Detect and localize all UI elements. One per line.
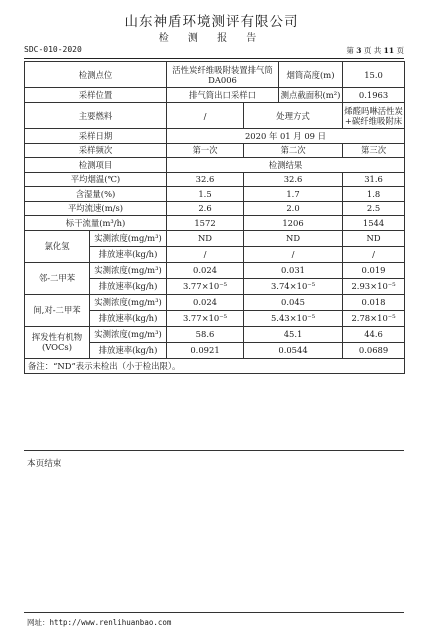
rate-label: 排放速率(kg/h) bbox=[90, 278, 167, 294]
conc-value: 0.019 bbox=[343, 262, 405, 278]
frequency-label: 采样频次 bbox=[25, 143, 167, 158]
param-label: 平均烟温(℃) bbox=[25, 172, 167, 187]
footer-website: 网址：http://www.renlihuanbao.com bbox=[27, 618, 172, 627]
company-name: 山东神盾环境测评有限公司 bbox=[124, 14, 299, 30]
rate-value: 5.43×10⁻⁵ bbox=[244, 310, 343, 326]
area-value: 0.1963 bbox=[343, 88, 405, 103]
param-value: 1572 bbox=[167, 216, 244, 231]
pollutant-name: 间,对-二甲苯 bbox=[25, 294, 90, 326]
rate-value: 2.93×10⁻⁵ bbox=[343, 278, 405, 294]
row-frequency bbox=[25, 143, 405, 158]
rate-value: / bbox=[343, 246, 405, 262]
page-prefix: 第 bbox=[346, 46, 354, 55]
stack-height-label: 烟筒高度(m) bbox=[279, 62, 343, 88]
page-total: 11 bbox=[383, 46, 395, 55]
sample-position-label: 采样位置 bbox=[25, 88, 167, 103]
conc-value: 44.6 bbox=[343, 326, 405, 342]
date-value: 2020 年 01 月 09 日 bbox=[167, 129, 405, 144]
conc-value: ND bbox=[343, 230, 405, 246]
item-label: 检测项目 bbox=[25, 158, 167, 173]
param-value: 2.6 bbox=[167, 201, 244, 216]
conc-value: 0.024 bbox=[167, 262, 244, 278]
conc-label: 实测浓度(mg/m³) bbox=[90, 262, 167, 278]
table-end-rule bbox=[24, 450, 404, 451]
param-value: 32.6 bbox=[244, 172, 343, 187]
header-rule bbox=[24, 58, 404, 59]
conc-label: 实测浓度(mg/m³) bbox=[90, 326, 167, 342]
fuel-label: 主要燃料 bbox=[25, 103, 167, 129]
conc-value: 45.1 bbox=[244, 326, 343, 342]
pollutant-name: 氯化氢 bbox=[25, 230, 90, 262]
remark-note: 备注：“ND”表示未检出（小于检出限）。 bbox=[25, 358, 405, 373]
rate-value: 0.0544 bbox=[244, 342, 343, 358]
conc-value: 0.031 bbox=[244, 262, 343, 278]
row-date bbox=[25, 129, 405, 144]
pollutant-name: 邻-二甲苯 bbox=[25, 262, 90, 294]
rate-value: 3.77×10⁻⁵ bbox=[167, 278, 244, 294]
param-value: 2.0 bbox=[244, 201, 343, 216]
rate-value: / bbox=[167, 246, 244, 262]
param-value: 32.6 bbox=[167, 172, 244, 187]
conc-value: 0.045 bbox=[244, 294, 343, 310]
rate-label: 排放速率(kg/h) bbox=[90, 246, 167, 262]
rate-value: / bbox=[244, 246, 343, 262]
page-suffix: 页 bbox=[396, 46, 404, 55]
meta-row bbox=[24, 45, 404, 57]
row-note bbox=[25, 358, 405, 373]
method-value: 烯醛吗啉活性炭+碳纤维吸附床 bbox=[343, 103, 405, 129]
fuel-value: / bbox=[167, 103, 244, 129]
rate-value: 0.0921 bbox=[167, 342, 244, 358]
param-label: 平均流速(m/s) bbox=[25, 201, 167, 216]
page-end-text: 本页结束 bbox=[27, 459, 62, 469]
report-subtitle: 检 测 报 告 bbox=[158, 33, 265, 44]
table-row bbox=[25, 187, 405, 202]
param-value: 1.7 bbox=[244, 187, 343, 202]
frequency-2: 第二次 bbox=[244, 143, 343, 158]
table-row bbox=[25, 326, 405, 342]
rate-value: 2.78×10⁻⁵ bbox=[343, 310, 405, 326]
pollutant-name: 挥发性有机物(VOCs) bbox=[25, 326, 90, 358]
conc-label: 实测浓度(mg/m³) bbox=[90, 230, 167, 246]
param-value: 1.8 bbox=[343, 187, 405, 202]
param-value: 1.5 bbox=[167, 187, 244, 202]
table-row bbox=[25, 262, 405, 278]
date-label: 采样日期 bbox=[25, 129, 167, 144]
conc-value: 58.6 bbox=[167, 326, 244, 342]
rate-label: 排放速率(kg/h) bbox=[90, 342, 167, 358]
table-row bbox=[25, 172, 405, 187]
param-value: 1544 bbox=[343, 216, 405, 231]
sample-position-value: 排气筒出口采样口 bbox=[167, 88, 279, 103]
conc-value: 0.018 bbox=[343, 294, 405, 310]
document-code: SDC-010-2020 bbox=[24, 45, 82, 54]
method-label: 处理方式 bbox=[244, 103, 343, 129]
row-sample-position bbox=[25, 88, 405, 103]
param-value: 31.6 bbox=[343, 172, 405, 187]
table-row bbox=[25, 201, 405, 216]
table-row bbox=[25, 230, 405, 246]
footer-rule bbox=[24, 612, 404, 613]
param-value: 2.5 bbox=[343, 201, 405, 216]
conc-value: 0.024 bbox=[167, 294, 244, 310]
page-mid: 页 共 bbox=[363, 46, 382, 55]
point-value: 活性炭纤维吸附装置排气筒 DA006 bbox=[167, 62, 279, 88]
rate-value: 3.77×10⁻⁵ bbox=[167, 310, 244, 326]
stack-height-value: 15.0 bbox=[343, 62, 405, 88]
param-label: 标干流量(m³/h) bbox=[25, 216, 167, 231]
conc-value: ND bbox=[167, 230, 244, 246]
row-fuel bbox=[25, 103, 405, 129]
param-label: 含湿量(%) bbox=[25, 187, 167, 202]
conc-label: 实测浓度(mg/m³) bbox=[90, 294, 167, 310]
table-row bbox=[25, 294, 405, 310]
table-row bbox=[25, 216, 405, 231]
conc-value: ND bbox=[244, 230, 343, 246]
row-point bbox=[25, 62, 405, 88]
page-number bbox=[346, 45, 404, 56]
result-label: 检测结果 bbox=[167, 158, 405, 173]
report-table bbox=[24, 61, 405, 374]
page-current: 3 bbox=[356, 46, 362, 55]
row-item-header bbox=[25, 158, 405, 173]
param-value: 1206 bbox=[244, 216, 343, 231]
rate-value: 3.74×10⁻⁵ bbox=[244, 278, 343, 294]
frequency-1: 第一次 bbox=[167, 143, 244, 158]
point-label: 检测点位 bbox=[25, 62, 167, 88]
rate-label: 排放速率(kg/h) bbox=[90, 310, 167, 326]
frequency-3: 第三次 bbox=[343, 143, 405, 158]
rate-value: 0.0689 bbox=[343, 342, 405, 358]
area-label: 测点截面积(m²) bbox=[279, 88, 343, 103]
